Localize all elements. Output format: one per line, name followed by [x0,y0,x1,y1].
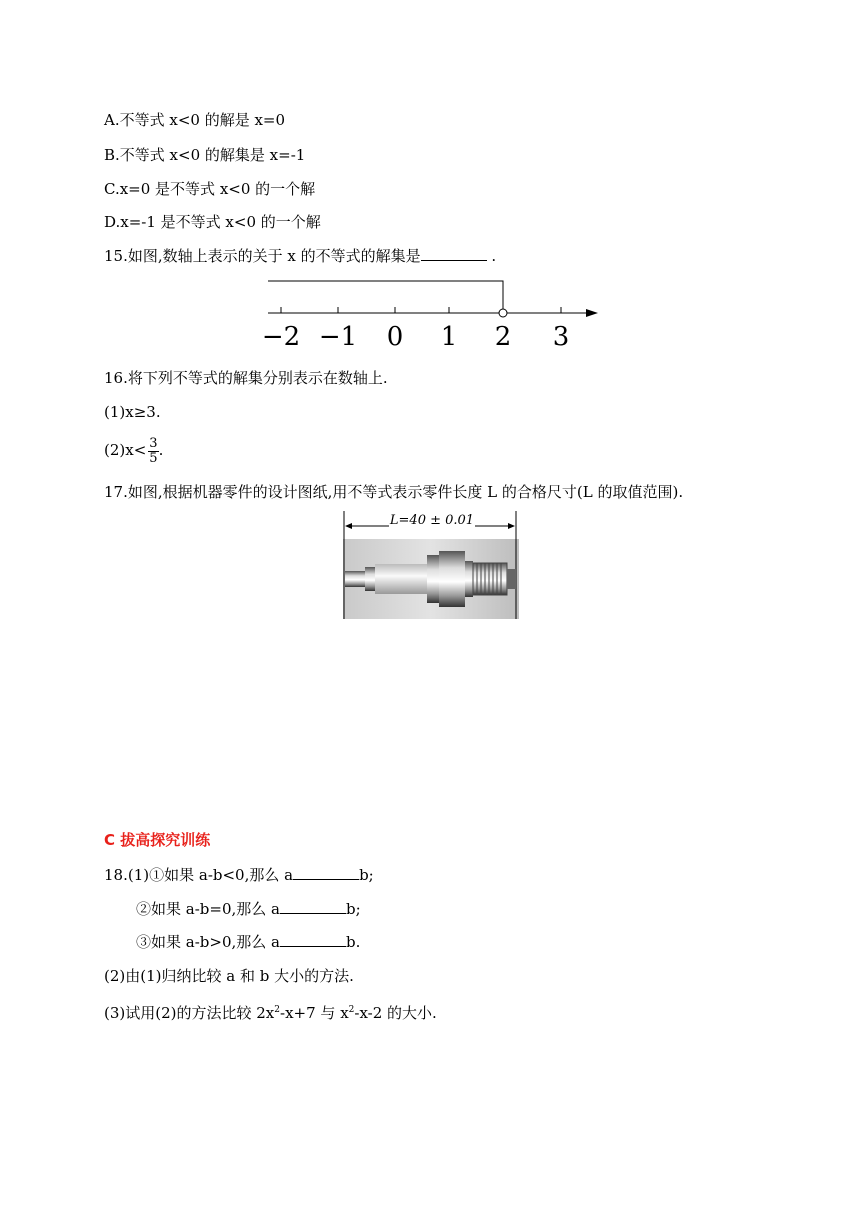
question-16: 16.将下列不等式的解集分别表示在数轴上. [104,369,388,387]
option-d: D.x=-1 是不等式 x<0 的一个解 [104,213,321,231]
open-circle-point [499,309,507,317]
answer-blank [280,899,346,914]
fraction-denominator: 5 [149,450,158,466]
option-b: B.不等式 x<0 的解集是 x=-1 [104,146,306,164]
item-3-text: ③如果 a-b>0,那么 a [136,933,280,951]
item-2-text: ②如果 a-b=0,那么 a [136,900,280,918]
tick-label: 0 [386,322,404,352]
spark-plug-image [343,509,519,619]
part-2-suffix: . [158,441,164,459]
part-3-text-c: -x-2 的大小. [354,1004,437,1022]
question-18-part-1-item-2 [136,899,361,919]
question-18-part-3 [104,1000,437,1023]
answer-blank [293,865,359,880]
tick-label: 3 [552,322,570,352]
fraction-three-fifths [148,437,158,466]
item-2-end: b; [345,900,361,918]
tick-label: −1 [318,322,358,352]
question-15 [104,246,496,266]
answer-blank [421,246,487,261]
question-18-part-1-item-3 [136,932,360,952]
section-c-heading: C 拔高探究训练 [104,831,211,849]
option-a: A.不等式 x<0 的解是 x=0 [104,111,286,129]
question-16-part-2 [104,434,163,466]
question-18-part-2: (2)由(1)归纳比较 a 和 b 大小的方法. [104,967,354,985]
item-1-end: b; [359,866,374,884]
fraction-numerator: 3 [149,435,158,451]
option-c: C.x=0 是不等式 x<0 的一个解 [104,180,316,198]
exponent: 2 [274,1005,281,1015]
answer-blank [280,932,346,947]
part-3-text-a: (3)试用(2)的方法比较 2x [104,1004,275,1022]
tick-label: 2 [494,322,512,352]
axis-arrow [586,309,598,317]
question-15-text: 15.如图,数轴上表示的关于 x 的不等式的解集是 [104,247,421,265]
tick-label: 1 [440,322,458,352]
question-17: 17.如图,根据机器零件的设计图纸,用不等式表示零件长度 L 的合格尺寸(L 的取值范围). [104,483,684,501]
item-1-text: 18.(1)①如果 a-b<0,那么 a [104,866,294,884]
question-16-part-1: (1)x≥3. [104,403,161,421]
question-18-part-1-item-1 [104,865,374,885]
part-2-prefix: (2)x< [104,441,147,459]
dimension-label: L=40 ± 0.01 [389,513,475,528]
exponent: 2 [348,1005,355,1015]
tick-label: −2 [261,322,301,352]
solution-range-bracket [268,281,503,310]
item-3-end: b. [345,933,361,951]
part-3-text-b: -x+7 与 x [280,1004,349,1022]
number-line-figure [258,272,608,356]
question-15-end: . [486,247,497,265]
